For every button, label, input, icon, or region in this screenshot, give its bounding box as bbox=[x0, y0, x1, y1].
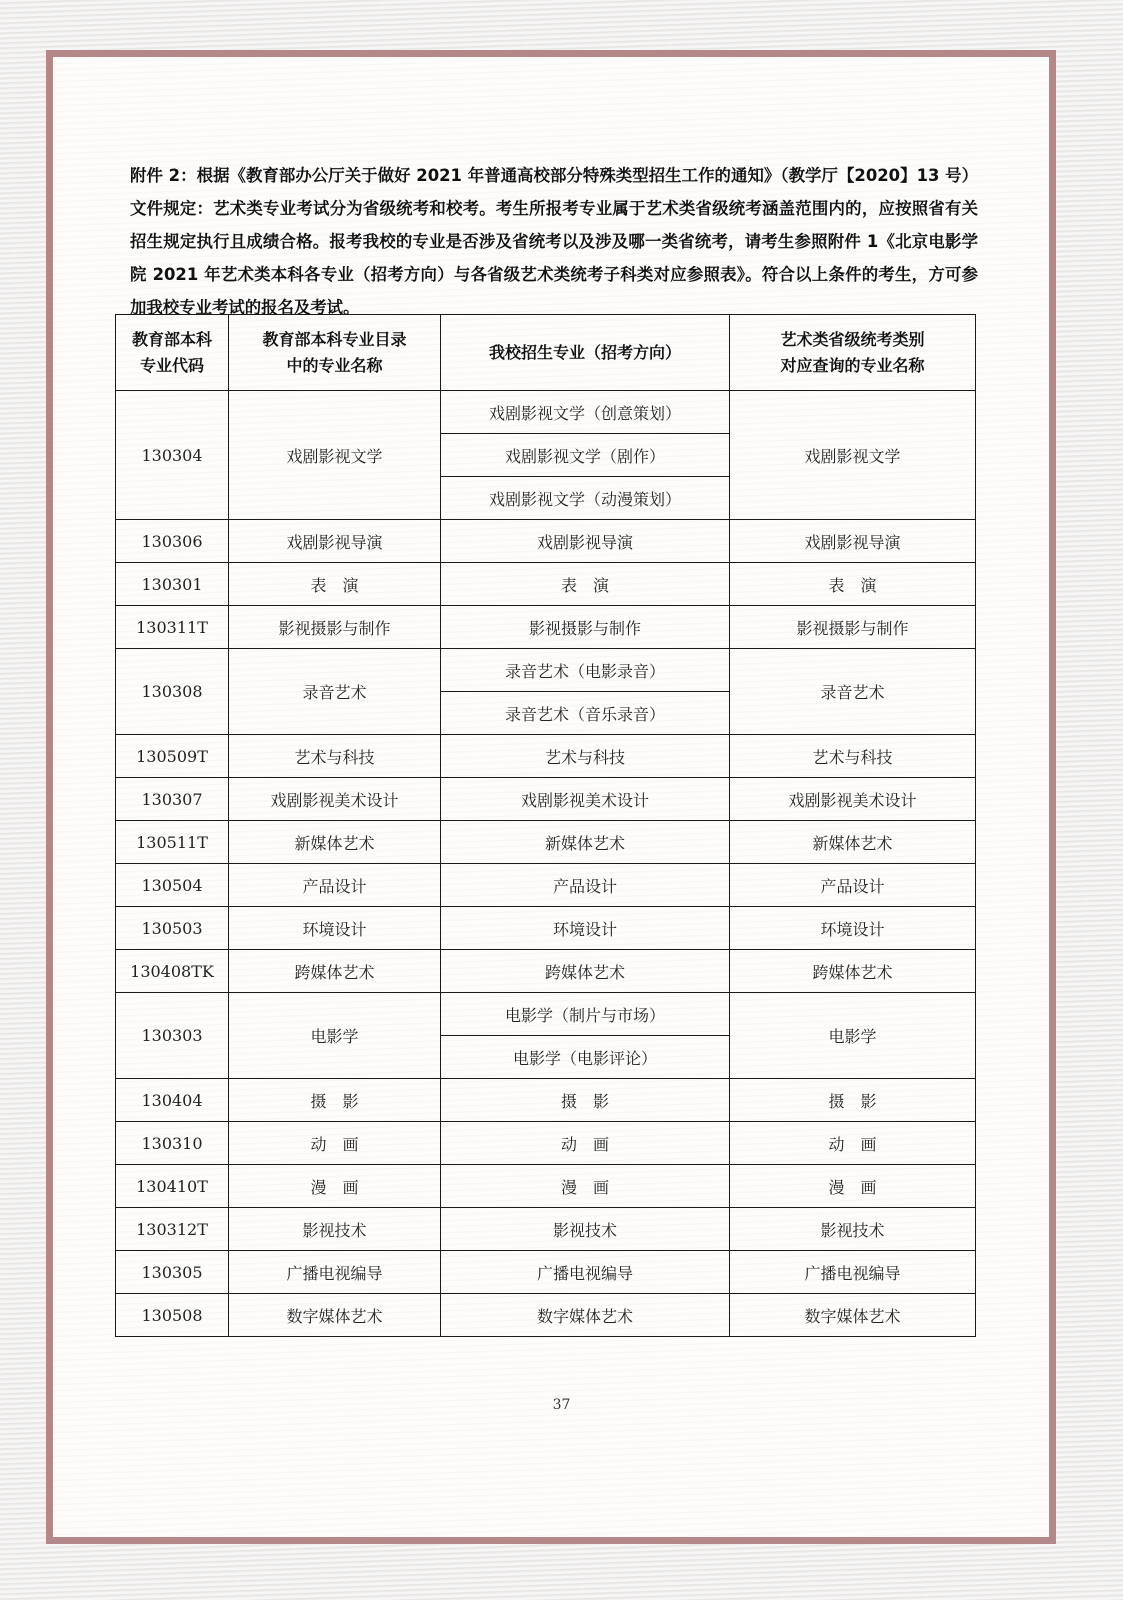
school-major-cell: 录音艺术（音乐录音） bbox=[441, 692, 730, 735]
exam-category-cell: 广播电视编导 bbox=[730, 1251, 976, 1294]
exam-category-cell: 影视摄影与制作 bbox=[730, 606, 976, 649]
major-code-cell: 130301 bbox=[116, 563, 229, 606]
exam-category-cell: 摄 影 bbox=[730, 1079, 976, 1122]
exam-category-cell: 戏剧影视美术设计 bbox=[730, 778, 976, 821]
school-major-cell: 跨媒体艺术 bbox=[441, 950, 730, 993]
table-row bbox=[116, 864, 976, 907]
major-code-cell: 130410T bbox=[116, 1165, 229, 1208]
school-major-cell: 电影学（制片与市场） bbox=[441, 993, 730, 1036]
exam-category-cell: 戏剧影视导演 bbox=[730, 520, 976, 563]
table-row bbox=[116, 1294, 976, 1337]
header-exam-category bbox=[730, 315, 976, 391]
major-code-cell: 130504 bbox=[116, 864, 229, 907]
catalog-name-cell: 戏剧影视文学 bbox=[229, 391, 441, 520]
header-line: 对应查询的专业名称 bbox=[780, 355, 925, 375]
table-row bbox=[116, 520, 976, 563]
catalog-name-cell: 表 演 bbox=[229, 563, 441, 606]
table-body bbox=[116, 391, 976, 1337]
major-code-cell: 130306 bbox=[116, 520, 229, 563]
header-school-major bbox=[441, 315, 730, 391]
school-major-cell: 录音艺术（电影录音） bbox=[441, 649, 730, 692]
catalog-name-cell: 摄 影 bbox=[229, 1079, 441, 1122]
major-code-cell: 130311T bbox=[116, 606, 229, 649]
table-row bbox=[116, 907, 976, 950]
catalog-name-cell: 跨媒体艺术 bbox=[229, 950, 441, 993]
table-header-row bbox=[116, 315, 976, 391]
major-mapping-table bbox=[115, 314, 976, 1337]
exam-category-cell: 影视技术 bbox=[730, 1208, 976, 1251]
major-code-cell: 130511T bbox=[116, 821, 229, 864]
header-line: 我校招生专业（招考方向） bbox=[488, 342, 681, 362]
catalog-name-cell: 广播电视编导 bbox=[229, 1251, 441, 1294]
school-major-cell: 戏剧影视文学（剧作） bbox=[441, 434, 730, 477]
header-code bbox=[116, 315, 229, 391]
school-major-cell: 戏剧影视文学（创意策划） bbox=[441, 391, 730, 434]
header-line: 中的专业名称 bbox=[286, 355, 383, 375]
school-major-cell: 戏剧影视美术设计 bbox=[441, 778, 730, 821]
intro-paragraph: 附件 2：根据《教育部办公厅关于做好 2021 年普通高校部分特殊类型招生工作的通知》（教学厅【2020】13 号）文件规定：艺术类专业考试分为省级统考和校考。考生所报考专业属于艺术类省级统考涵盖范围内的，应按照省有关招生规定执行且成绩合格。报考我校的专业是否涉及省统考以及涉及哪一类省统考，请考生参照附件 1《北京电影学院 2021 年艺术类本科各专业（招考方向）与各省级艺术类统考子科类对应参照表》。符合以上条件的考生，方可参加我校专业考试的报名及考试。 bbox=[130, 166, 978, 317]
table-row bbox=[116, 391, 976, 434]
exam-category-cell: 环境设计 bbox=[730, 907, 976, 950]
table-row bbox=[116, 778, 976, 821]
exam-category-cell: 产品设计 bbox=[730, 864, 976, 907]
school-major-cell: 动 画 bbox=[441, 1122, 730, 1165]
exam-category-cell: 艺术与科技 bbox=[730, 735, 976, 778]
table-row bbox=[116, 1251, 976, 1294]
major-code-cell: 130508 bbox=[116, 1294, 229, 1337]
catalog-name-cell: 新媒体艺术 bbox=[229, 821, 441, 864]
school-major-cell: 环境设计 bbox=[441, 907, 730, 950]
catalog-name-cell: 影视技术 bbox=[229, 1208, 441, 1251]
school-major-cell: 广播电视编导 bbox=[441, 1251, 730, 1294]
catalog-name-cell: 影视摄影与制作 bbox=[229, 606, 441, 649]
major-code-cell: 130404 bbox=[116, 1079, 229, 1122]
table-row bbox=[116, 821, 976, 864]
catalog-name-cell: 电影学 bbox=[229, 993, 441, 1079]
catalog-name-cell: 戏剧影视导演 bbox=[229, 520, 441, 563]
school-major-cell: 表 演 bbox=[441, 563, 730, 606]
school-major-cell: 电影学（电影评论） bbox=[441, 1036, 730, 1079]
table-row bbox=[116, 563, 976, 606]
exam-category-cell: 戏剧影视文学 bbox=[730, 391, 976, 520]
header-catalog-name bbox=[229, 315, 441, 391]
major-code-cell: 130304 bbox=[116, 391, 229, 520]
table-row bbox=[116, 606, 976, 649]
school-major-cell: 戏剧影视文学（动漫策划） bbox=[441, 477, 730, 520]
catalog-name-cell: 产品设计 bbox=[229, 864, 441, 907]
exam-category-cell: 数字媒体艺术 bbox=[730, 1294, 976, 1337]
catalog-name-cell: 漫 画 bbox=[229, 1165, 441, 1208]
catalog-name-cell: 环境设计 bbox=[229, 907, 441, 950]
catalog-name-cell: 戏剧影视美术设计 bbox=[229, 778, 441, 821]
exam-category-cell: 录音艺术 bbox=[730, 649, 976, 735]
table-row bbox=[116, 993, 976, 1036]
table-row bbox=[116, 1208, 976, 1251]
table-row bbox=[116, 950, 976, 993]
exam-category-cell: 电影学 bbox=[730, 993, 976, 1079]
header-line: 艺术类省级统考类别 bbox=[780, 329, 925, 349]
major-code-cell: 130408TK bbox=[116, 950, 229, 993]
school-major-cell: 新媒体艺术 bbox=[441, 821, 730, 864]
table-row bbox=[116, 1122, 976, 1165]
exam-category-cell: 表 演 bbox=[730, 563, 976, 606]
school-major-cell: 摄 影 bbox=[441, 1079, 730, 1122]
major-code-cell: 130503 bbox=[116, 907, 229, 950]
major-code-cell: 130509T bbox=[116, 735, 229, 778]
exam-category-cell: 动 画 bbox=[730, 1122, 976, 1165]
header-line: 教育部本科专业目录 bbox=[262, 329, 407, 349]
school-major-cell: 影视技术 bbox=[441, 1208, 730, 1251]
catalog-name-cell: 艺术与科技 bbox=[229, 735, 441, 778]
exam-category-cell: 新媒体艺术 bbox=[730, 821, 976, 864]
school-major-cell: 影视摄影与制作 bbox=[441, 606, 730, 649]
school-major-cell: 产品设计 bbox=[441, 864, 730, 907]
exam-category-cell: 漫 画 bbox=[730, 1165, 976, 1208]
school-major-cell: 戏剧影视导演 bbox=[441, 520, 730, 563]
page-number: 37 bbox=[552, 1397, 571, 1413]
table-row bbox=[116, 735, 976, 778]
school-major-cell: 漫 画 bbox=[441, 1165, 730, 1208]
catalog-name-cell: 数字媒体艺术 bbox=[229, 1294, 441, 1337]
header-line: 教育部本科 bbox=[131, 329, 212, 349]
table-row bbox=[116, 1079, 976, 1122]
table-row bbox=[116, 649, 976, 692]
school-major-cell: 数字媒体艺术 bbox=[441, 1294, 730, 1337]
major-code-cell: 130312T bbox=[116, 1208, 229, 1251]
catalog-name-cell: 动 画 bbox=[229, 1122, 441, 1165]
major-code-cell: 130310 bbox=[116, 1122, 229, 1165]
table-row bbox=[116, 1165, 976, 1208]
exam-category-cell: 跨媒体艺术 bbox=[730, 950, 976, 993]
major-code-cell: 130305 bbox=[116, 1251, 229, 1294]
school-major-cell: 艺术与科技 bbox=[441, 735, 730, 778]
catalog-name-cell: 录音艺术 bbox=[229, 649, 441, 735]
major-code-cell: 130308 bbox=[116, 649, 229, 735]
header-line: 专业代码 bbox=[139, 355, 204, 375]
major-code-cell: 130307 bbox=[116, 778, 229, 821]
major-code-cell: 130303 bbox=[116, 993, 229, 1079]
